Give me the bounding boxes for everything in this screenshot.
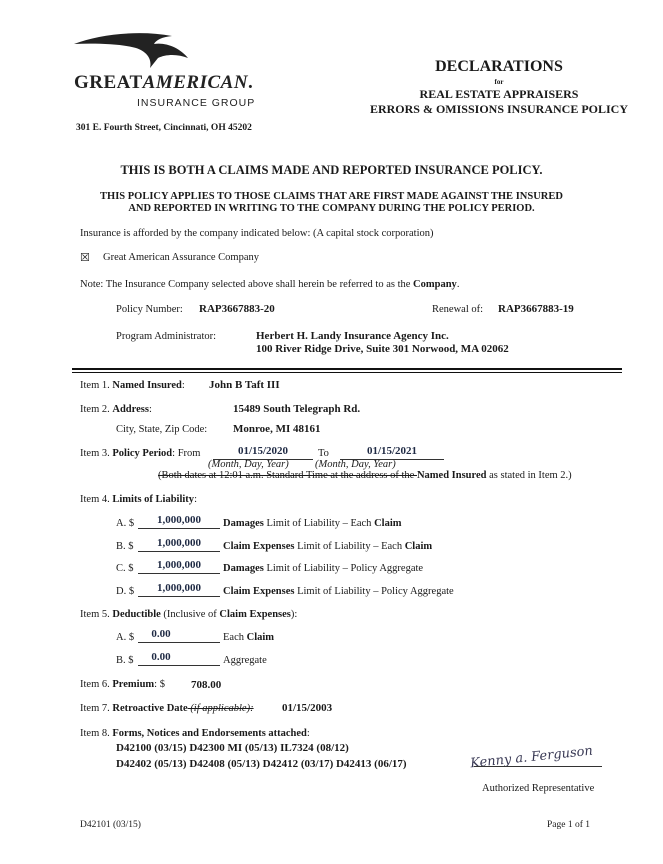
admin-address: 100 River Ridge Drive, Suite 301 Norwood, MA 02062 [256,343,509,355]
item1-label: Item 1. Named Insured: [80,380,185,391]
company-note: Note: The Insurance Company selected above shall herein be referred to as the Company. [80,279,460,290]
premium-value: 708.00 [191,679,222,691]
limit-a-amount: 1,000,000 [157,514,201,526]
city-label: City, State, Zip Code: [116,424,208,435]
from-hint: (Month, Day, Year) [208,459,289,470]
limit-d-amount: 1,000,000 [157,582,201,594]
brand-logo: GREATAMERICAN. [74,72,254,93]
brand-group: INSURANCE GROUP [137,97,256,109]
form-number: D42101 (03/15) [80,820,141,830]
deductible-a-amount: 0.00 [151,628,171,640]
claims-made-notice: THIS IS BOTH A CLAIMS MADE AND REPORTED INSURANCE POLICY. [120,163,543,177]
company-name: Great American Assurance Company [103,252,259,263]
header-subtitle-2: ERRORS & OMISSIONS INSURANCE POLICY [369,102,629,116]
admin-name: Herbert H. Landy Insurance Agency Inc. [256,330,449,342]
named-insured: John B Taft III [209,379,280,391]
deductible-b-amount: 0.00 [151,651,171,663]
admin-label: Program Administrator: [116,331,217,342]
item2-label: Item 2. Address: [80,404,152,415]
item5-label: Item 5. Deductible (Inclusive of Claim Expenses): [80,609,298,620]
item8-label: Item 8. Forms, Notices and Endorsements attached: [80,728,310,739]
address-value: 15489 South Telegraph Rd. [233,403,361,415]
signature-label: Authorized Representative [482,783,595,794]
policy-number: RAP3667883-20 [199,303,275,315]
item4-label: Item 4. Limits of Liability: [80,494,197,505]
to-hint: (Month, Day, Year) [315,459,396,470]
section-divider-thin [72,372,622,373]
notice-line-2: AND REPORTED IN WRITING TO THE COMPANY DURING THE POLICY PERIOD. [128,203,535,214]
renewal-number: RAP3667883-19 [498,303,574,315]
item7-label: Item 7. Retroactive Date (if applicable): [80,703,254,714]
header-for: for [494,78,504,86]
item3-label: Item 3. Policy Period: From [80,448,201,459]
section-divider [72,368,622,370]
period-to: 01/15/2021 [366,445,418,457]
limit-c-amount: 1,000,000 [157,559,201,571]
brand-american: AMERICAN [142,72,249,93]
company-address: 301 E. Fourth Street, Cincinnati, OH 45202 [76,123,252,133]
period-to-label: To [318,448,329,459]
signature-line [474,764,602,767]
retroactive-date: 01/15/2003 [282,702,333,714]
limit-b-amount: 1,000,000 [157,537,201,549]
city-value: Monroe, MI 48161 [233,423,321,435]
period-note: (Both dates at 12:01 a.m. Standard Time at the address of the Named Insured as stated in Item 2.) [158,470,572,481]
period-from: 01/15/2020 [237,445,289,457]
forms-line-2: D42402 (05/13) D42408 (05/13) D42412 (03/17) D42413 (06/17) [116,758,407,770]
afforded-text: Insurance is afforded by the company indicated below: (A capital stock corporation) [80,228,434,239]
header-subtitle-1: REAL ESTATE APPRAISERS [419,87,579,101]
forms-line-1: D42100 (03/15) D42300 MI (05/13) IL7324 (08/12) [116,742,349,754]
brand-great: GREAT [74,72,143,93]
company-checkbox: ☒ [80,251,90,264]
item6-label: Item 6. Premium: $ [80,679,165,690]
renewal-label: Renewal of: [432,304,484,315]
eagle-logo-icon [70,28,200,78]
signature: Kenny a. Ferguson [469,743,594,772]
page-number: Page 1 of 1 [547,820,591,830]
policy-number-label: Policy Number: [116,304,183,315]
notice-line-1: THIS POLICY APPLIES TO THOSE CLAIMS THAT ARE FIRST MADE AGAINST THE INSURED [100,191,563,202]
page-title: DECLARATIONS [435,58,563,75]
